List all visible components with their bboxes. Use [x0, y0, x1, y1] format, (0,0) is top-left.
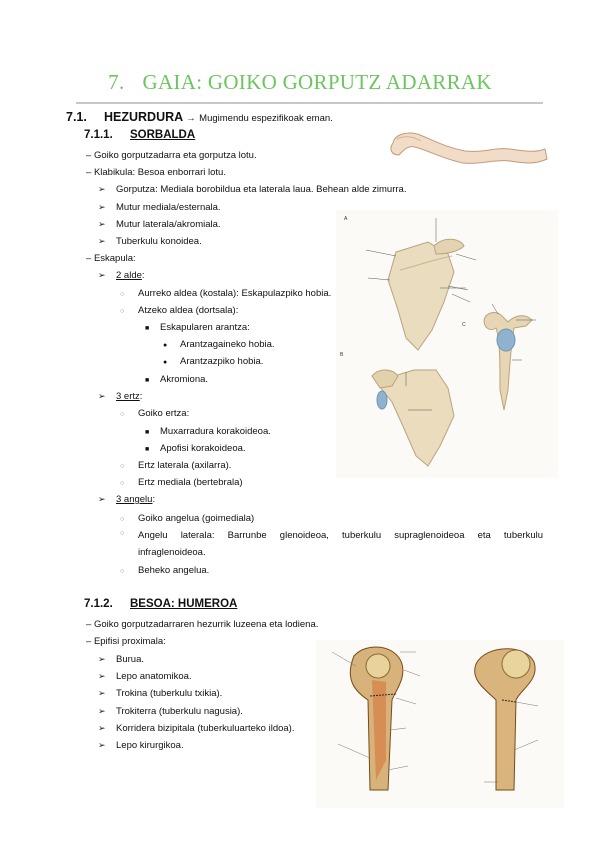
list-item-text: Tuberkulu konoidea.: [116, 236, 202, 247]
dot-bullet-icon: ●: [163, 359, 168, 366]
list-item-text: Akromiona.: [160, 374, 209, 385]
chapter-title-text: GAIA: GOIKO GORPUTZ ADARRAK: [142, 70, 492, 94]
list-item-text: Lepo anatomikoa.: [116, 671, 192, 682]
list-item-text: Ertz mediala (bertebrala): [138, 477, 243, 488]
list-item-text-underlined: 2 alde: [116, 270, 142, 281]
list-item-text: Eskapularen arantza:: [160, 322, 250, 333]
list-item: [98, 270, 145, 281]
list-item: [120, 408, 189, 419]
list-item-text: Muxarradura korakoideoa.: [160, 426, 271, 437]
section-heading-7-1: [66, 110, 333, 124]
svg-text:C: C: [462, 322, 466, 328]
list-item: [86, 150, 257, 161]
list-item-text: Burua.: [116, 654, 144, 665]
dash-bullet: –: [86, 619, 92, 630]
list-item-text: Trokiterra (tuberkulu nagusia).: [116, 706, 243, 717]
arrow-bullet-icon: ➢: [98, 723, 106, 733]
subsection-heading-sorbalda: [84, 129, 195, 141]
square-bullet-icon: ■: [145, 325, 150, 332]
list-item-text: Mutur mediala/esternala.: [116, 202, 221, 213]
list-item: [120, 460, 231, 471]
list-item-text: Aurreko aldea (kostala): Eskapulazpiko hobia.: [138, 288, 332, 299]
list-item: [98, 494, 155, 505]
list-item: [145, 374, 208, 385]
list-item: [120, 477, 243, 488]
list-item-text: :: [141, 270, 145, 281]
list-item: [120, 513, 254, 524]
list-item: [120, 530, 543, 541]
title-divider: [76, 102, 543, 104]
arrow-bullet-icon: ➢: [98, 391, 106, 401]
dot-bullet-icon: ●: [163, 342, 168, 349]
dash-bullet: –: [86, 150, 92, 161]
list-item: [98, 688, 222, 699]
list-item: [98, 219, 221, 230]
list-item-text: Klabikula: Besoa enborrari lotu.: [93, 167, 226, 178]
list-item: [98, 723, 294, 734]
list-item: [98, 184, 406, 195]
list-item-text: Mutur laterala/akromiala.: [116, 219, 221, 230]
list-item-text: Epifisi proximala:: [93, 636, 166, 647]
circle-bullet-icon: ○: [120, 291, 125, 298]
subsection-number: 7.1.2.: [84, 598, 113, 610]
arrow-bullet-icon: ➢: [98, 236, 106, 246]
circle-bullet-icon: ○: [120, 530, 125, 537]
square-bullet-icon: ■: [145, 446, 150, 453]
svg-text:A: A: [344, 216, 348, 222]
dash-bullet: –: [86, 167, 92, 178]
arrow-bullet-icon: ➢: [98, 494, 106, 504]
list-item: [98, 671, 192, 682]
dash-bullet: –: [86, 253, 92, 264]
list-item-text: Beheko angelua.: [138, 565, 210, 576]
arrow-bullet-icon: ➢: [98, 219, 106, 229]
list-item-text: Gorputza: Mediala borobildua eta laterala laua. Behean alde zimurra.: [116, 184, 407, 195]
list-item-text: Korridera bizipitala (tuberkuluarteko ildoa).: [116, 723, 295, 734]
section-number: 7.1.: [66, 110, 87, 124]
arrow-bullet-icon: ➢: [98, 671, 106, 681]
arrow-bullet-icon: ➢: [98, 654, 106, 664]
list-item: [98, 391, 142, 402]
arrow-icon: →: [186, 113, 196, 124]
list-item-text: infraglenoideoa.: [138, 547, 206, 558]
list-item-text: :: [152, 494, 156, 505]
list-item-text: Goiko gorputzadarraren hezurrik luzeena eta lodiena.: [93, 619, 319, 630]
list-item: [98, 740, 184, 751]
list-item-text: Goiko gorputzadarra eta gorputza lotu.: [93, 150, 257, 161]
list-item: [86, 253, 136, 264]
subsection-title: SORBALDA: [130, 129, 196, 141]
list-item-text-underlined: 3 angelu: [116, 494, 153, 505]
list-item-text: Apofisi korakoideoa.: [160, 443, 246, 454]
list-item-text: Atzeko aldea (dortsala):: [138, 305, 239, 316]
dash-bullet: –: [86, 636, 92, 647]
arrow-bullet-icon: ➢: [98, 270, 106, 280]
clavicle-figure: [385, 125, 550, 170]
section-note: Mugimendu espezifikoak eman.: [199, 113, 333, 124]
section-title: HEZURDURA: [104, 110, 183, 124]
scapula-image: [336, 210, 558, 478]
list-item: [86, 619, 318, 630]
list-item: [120, 565, 209, 576]
list-item: [98, 236, 202, 247]
list-item: [163, 356, 263, 367]
list-item-text: Eskapula:: [93, 253, 136, 264]
list-item-text: Angelu laterala: Barrunbe glenoideoa, tuberkulu supraglenoideoa eta tuberkulu: [138, 530, 543, 541]
list-item-text: Ertz laterala (axilarra).: [138, 460, 232, 471]
circle-bullet-icon: ○: [120, 516, 125, 523]
arrow-bullet-icon: ➢: [98, 706, 106, 716]
humerus-figure: [316, 640, 564, 808]
circle-bullet-icon: ○: [120, 568, 125, 575]
list-item-text-underlined: 3 ertz: [116, 391, 140, 402]
clavicle-image: [385, 125, 550, 170]
list-item: [98, 202, 221, 213]
chapter-title: [0, 70, 600, 95]
list-item-text: :: [139, 391, 143, 402]
list-item-text: Goiko angelua (goimediala): [138, 513, 255, 524]
list-item: [145, 443, 246, 454]
list-item: [163, 339, 275, 350]
list-item-text: Arantzazpiko hobia.: [180, 356, 264, 367]
humerus-image: [316, 640, 564, 808]
list-item: [145, 322, 250, 333]
list-item-text: Arantzagaineko hobia.: [180, 339, 275, 350]
list-item: [120, 288, 331, 299]
circle-bullet-icon: ○: [120, 480, 125, 487]
list-item: [86, 636, 166, 647]
arrow-bullet-icon: ➢: [98, 688, 106, 698]
list-item: [98, 654, 144, 665]
svg-text:B: B: [340, 352, 344, 358]
arrow-bullet-icon: ➢: [98, 184, 106, 194]
arrow-bullet-icon: ➢: [98, 202, 106, 212]
subsection-number: 7.1.1.: [84, 129, 113, 141]
arrow-bullet-icon: ➢: [98, 740, 106, 750]
list-item-text: Lepo kirurgikoa.: [116, 740, 184, 751]
list-item-continuation: [138, 547, 206, 558]
list-item-text: Trokina (tuberkulu txikia).: [116, 688, 223, 699]
scapula-figure: [336, 210, 558, 478]
list-item: [86, 167, 226, 178]
list-item: [145, 426, 271, 437]
circle-bullet-icon: ○: [120, 411, 125, 418]
square-bullet-icon: ■: [145, 377, 150, 384]
circle-bullet-icon: ○: [120, 463, 125, 470]
list-item-text: Goiko ertza:: [138, 408, 190, 419]
list-item: [98, 706, 243, 717]
chapter-number: 7.: [108, 70, 125, 94]
subsection-heading-humeroa: [84, 598, 237, 610]
square-bullet-icon: ■: [145, 429, 150, 436]
subsection-title: BESOA: HUMEROA: [130, 598, 238, 610]
list-item: [120, 305, 238, 316]
circle-bullet-icon: ○: [120, 308, 125, 315]
